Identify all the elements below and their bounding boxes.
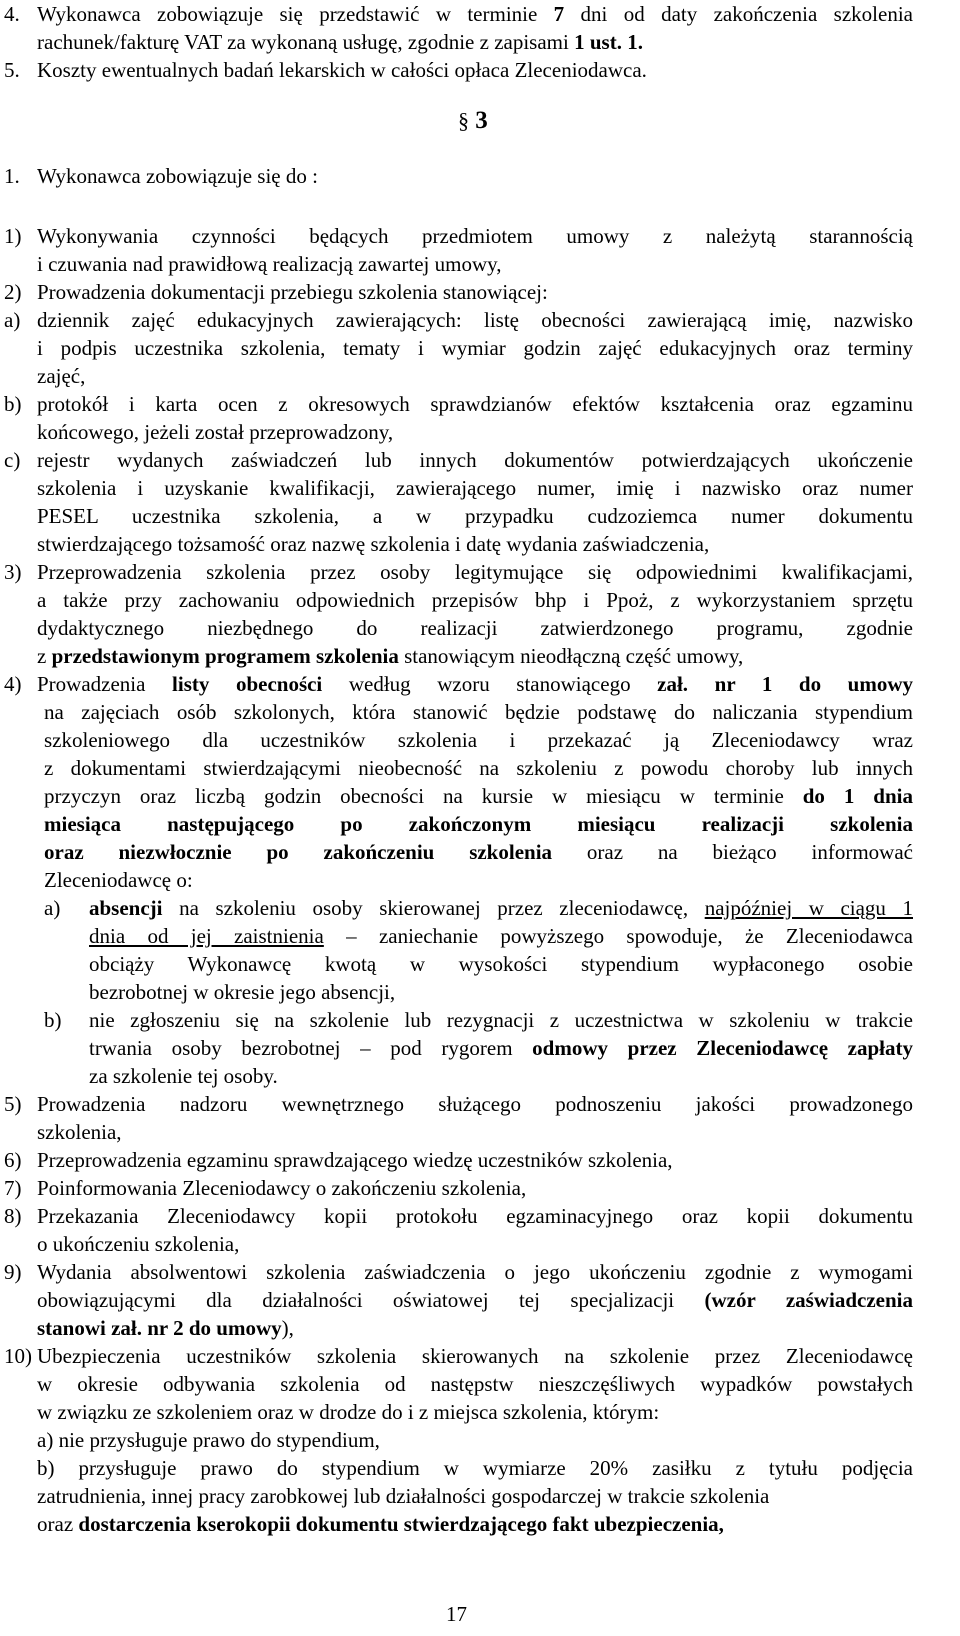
item-number: 4) [4, 672, 22, 696]
item-number: 2) [4, 280, 22, 304]
line-text: Przekazania Zleceniodawcy kopii protokołu egzaminacyjnego oraz kopii dokumentu [37, 1204, 913, 1228]
line-text: na zajęciach osób szkolonych, która stanowić będzie podstawę do naliczania stypendium [44, 700, 913, 724]
line-text: przyczyn oraz liczbą godzin obecności na kursie w miesiącu w terminie do 1 dnia [44, 784, 913, 808]
item-number: a) [44, 896, 61, 920]
line-text: b) przysługuje prawo do stypendium w wymiarze 20% zasiłku z tytułu podjęcia [37, 1456, 913, 1480]
line-text: absencji na szkoleniu osoby skierowanej przez zleceniodawcę, najpóźniej w ciągu 1 [89, 896, 913, 920]
item-number: 1) [4, 224, 22, 248]
line-text: w związku ze szkoleniem oraz w drodze do i z miejsca szkolenia, którym: [37, 1400, 660, 1424]
line-text: Wykonawca zobowiązuje się przedstawić w terminie 7 dni od daty zakończenia szkolenia [37, 2, 913, 26]
line-text: Zleceniodawcę o: [44, 868, 193, 892]
line-text: rachunek/fakturę VAT za wykonaną usługę, zgodnie z zapisami 1 ust. 1. [37, 30, 643, 54]
item-number: 5) [4, 1092, 22, 1116]
line-text: szkolenia, [37, 1120, 122, 1144]
line-text: miesiąca następującego po zakończonym miesiącu realizacji szkolenia [44, 812, 913, 836]
item-number: b) [44, 1008, 62, 1032]
item-number: b) [4, 392, 22, 416]
line-text: stanowi zał. nr 2 do umowy), [37, 1316, 294, 1340]
line-text: a) nie przysługuje prawo do stypendium, [37, 1428, 380, 1452]
line-text: nie zgłoszeniu się na szkolenie lub rezygnacji z uczestnictwa w szkoleniu w trakcie [89, 1008, 913, 1032]
item-number: 9) [4, 1260, 22, 1284]
line-text: Wydania absolwentowi szkolenia zaświadczenia o jego ukończeniu zgodnie z wymogami [37, 1260, 913, 1284]
item-number: c) [4, 448, 21, 472]
line-text: trwania osoby bezrobotnej – pod rygorem odmowy przez Zleceniodawcę zapłaty [89, 1036, 913, 1060]
item-number: 1. [4, 164, 20, 188]
item-number: 8) [4, 1204, 22, 1228]
section-heading: § 3 [458, 107, 488, 134]
line-text: protokół i karta ocen z okresowych sprawdzianów efektów kształcenia oraz egzaminu [37, 392, 913, 416]
line-text: zajęć, [37, 364, 86, 388]
line-text: a także przy zachowaniu odpowiednich przepisów bhp i Ppoż, z wykorzystaniem sprzętu [37, 588, 913, 612]
line-text: Ubezpieczenia uczestników szkolenia skierowanych na szkolenie przez Zleceniodawcę [37, 1344, 913, 1368]
line-text: Koszty ewentualnych badań lekarskich w całości opłaca Zleceniodawca. [37, 58, 647, 82]
item-number: 6) [4, 1148, 22, 1172]
line-text: dnia od jej zaistnienia – zaniechanie powyższego spowoduje, że Zleceniodawca [89, 924, 913, 948]
line-text: PESEL uczestnika szkolenia, a w przypadku cudzoziemca numer dokumentu [37, 504, 913, 528]
line-text: dydaktycznego niezbędnego do realizacji zatwierdzonego programu, zgodnie [37, 616, 913, 640]
page-number: 17 [446, 1602, 467, 1626]
line-text: Wykonawca zobowiązuje się do : [37, 164, 318, 188]
line-text: Prowadzenia dokumentacji przebiegu szkolenia stanowiącej: [37, 280, 548, 304]
line-text: Prowadzenia listy obecności według wzoru stanowiącego zał. nr 1 do umowy [37, 672, 913, 696]
line-text: bezrobotnej w okresie jego absencji, [89, 980, 396, 1004]
line-text: końcowego, jeżeli został przeprowadzony, [37, 420, 394, 444]
item-number: 7) [4, 1176, 22, 1200]
line-text: stwierdzającego tożsamość oraz nazwę szkolenia i datę wydania zaświadczenia, [37, 532, 710, 556]
line-text: o ukończeniu szkolenia, [37, 1232, 240, 1256]
item-number: 10) [4, 1344, 32, 1368]
line-text: dziennik zajęć edukacyjnych zawierających: listę obecności zawierającą imię, nazwisko [37, 308, 913, 332]
line-text: szkoleniowego dla uczestników szkolenia i przekazać ją Zleceniodawcy wraz [44, 728, 913, 752]
item-number: a) [4, 308, 21, 332]
line-text: z przedstawionym programem szkolenia stanowiącym nieodłączną część umowy, [37, 644, 744, 668]
line-text: z dokumentami stwierdzającymi nieobecność na szkoleniu z powodu choroby lub innych [44, 756, 913, 780]
line-text: i podpis uczestnika szkolenia, tematy i wymiar godzin zajęć edukacyjnych oraz terminy [37, 336, 913, 360]
line-text: oraz dostarczenia kserokopii dokumentu stwierdzającego fakt ubezpieczenia, [37, 1512, 724, 1536]
line-text: Prowadzenia nadzoru wewnętrznego służącego podnoszeniu jakości prowadzonego [37, 1092, 913, 1116]
line-text: oraz niezwłocznie po zakończeniu szkolenia oraz na bieżąco informować [44, 840, 913, 864]
item-number: 4. [4, 2, 20, 26]
line-text: Poinformowania Zleceniodawcy o zakończeniu szkolenia, [37, 1176, 527, 1200]
line-text: za szkolenie tej osoby. [89, 1064, 278, 1088]
line-text: szkolenia i uzyskanie kwalifikacji, zawierającego numer, imię i nazwisko oraz numer [37, 476, 913, 500]
line-text: obowiązującymi dla działalności oświatowej tej specjalizacji (wzór zaświadczenia [37, 1288, 913, 1312]
line-text: rejestr wydanych zaświadczeń lub innych dokumentów potwierdzających ukończenie [37, 448, 913, 472]
item-number: 5. [4, 58, 20, 82]
line-text: i czuwania nad prawidłową realizacją zawartej umowy, [37, 252, 502, 276]
line-text: w okresie odbywania szkolenia od następstw nieszczęśliwych wypadków powstałych [37, 1372, 913, 1396]
line-text: obciąży Wykonawcę kwotą w wysokości stypendium wypłaconego osobie [89, 952, 913, 976]
line-text: zatrudnienia, innej pracy zarobkowej lub działalności gospodarczej w trakcie szkolenia [37, 1484, 770, 1508]
line-text: Wykonywania czynności będących przedmiotem umowy z należytą starannością [37, 224, 913, 248]
line-text: Przeprowadzenia egzaminu sprawdzającego wiedzę uczestników szkolenia, [37, 1148, 673, 1172]
item-number: 3) [4, 560, 22, 584]
line-text: Przeprowadzenia szkolenia przez osoby legitymujące się odpowiednimi kwalifikacjami, [37, 560, 913, 584]
